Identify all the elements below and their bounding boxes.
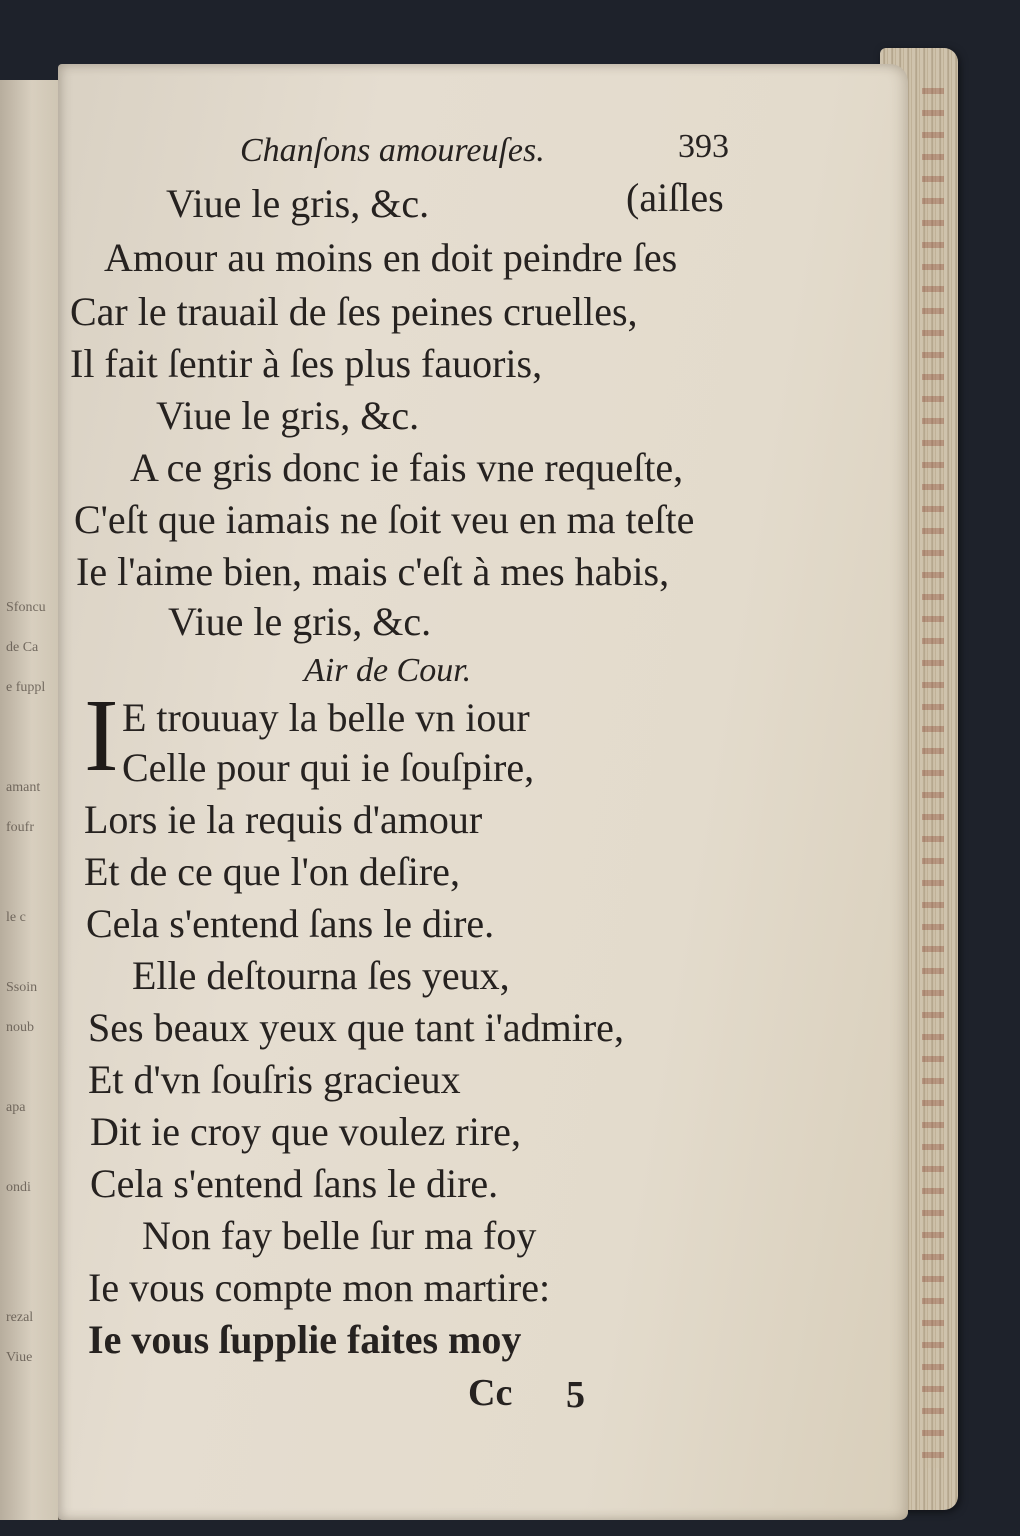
verse-line: Et de ce que l'on deſire, bbox=[84, 849, 460, 894]
facing-page-fragment: e fuppl bbox=[6, 680, 46, 695]
facing-page-fragment: apa bbox=[6, 1100, 26, 1115]
verse-line: Il fait ſentir à ſes plus fauoris, bbox=[70, 341, 543, 386]
facing-page-fragment: noub bbox=[6, 1020, 34, 1035]
drop-cap: I bbox=[84, 678, 119, 793]
verse-line: E trouuay la belle vn iour bbox=[122, 695, 530, 740]
verse-line: Ie vous compte mon martire: bbox=[88, 1265, 551, 1310]
section-title: Air de Cour. bbox=[304, 652, 472, 689]
verse-line: Non fay belle ſur ma foy bbox=[142, 1213, 537, 1258]
fore-edge-stain bbox=[922, 88, 944, 1468]
catchword: 5 bbox=[566, 1374, 585, 1416]
verse-line: Dit ie croy que voulez rire, bbox=[90, 1109, 521, 1154]
facing-page-fragment: le c bbox=[6, 910, 26, 925]
verse-line: Viue le gris, &c. bbox=[168, 599, 432, 644]
verse-line: A ce gris donc ie fais vne requeſte, bbox=[130, 445, 684, 490]
signature-mark: Cc bbox=[468, 1372, 513, 1414]
verse-line: Viue le gris, &c. bbox=[166, 181, 430, 226]
verse-line: Amour au moins en doit peindre ſes bbox=[104, 235, 678, 280]
verse-line: C'eſt que iamais ne ſoit veu en ma teſte bbox=[74, 497, 695, 542]
verse-line: Ie l'aime bien, mais c'eſt à mes habis, bbox=[76, 549, 670, 594]
facing-page-edge bbox=[0, 80, 60, 1520]
facing-page-fragment: de Ca bbox=[6, 640, 39, 655]
verse-line: Ie vous ſupplie faites moy bbox=[88, 1317, 522, 1362]
verse-line-turnover: (aiſles bbox=[626, 175, 724, 220]
facing-page-fragment: amant bbox=[6, 780, 41, 795]
verse-line: Lors ie la requis d'amour bbox=[84, 797, 483, 842]
verse-line: Cela s'entend ſans le dire. bbox=[86, 901, 495, 946]
facing-page-fragment: ondi bbox=[6, 1180, 31, 1195]
verse-line: Car le trauail de ſes peines cruelles, bbox=[70, 289, 638, 334]
page-text bbox=[58, 64, 878, 1520]
running-title: Chanſons amoureuſes. bbox=[240, 132, 545, 169]
verse-line: Celle pour qui ie ſouſpire, bbox=[122, 745, 535, 790]
verse-line: Viue le gris, &c. bbox=[156, 393, 420, 438]
facing-page-fragment: foufr bbox=[6, 820, 34, 835]
verse-line: Et d'vn ſouſris gracieux bbox=[88, 1057, 461, 1102]
verse-line: Cela s'entend ſans le dire. bbox=[90, 1161, 499, 1206]
facing-page-fragment: Ssoin bbox=[6, 980, 38, 995]
facing-page-fragment: Sfoncu bbox=[6, 600, 46, 615]
verse-line: Ses beaux yeux que tant i'admire, bbox=[88, 1005, 624, 1050]
verse-line: Elle deſtourna ſes yeux, bbox=[132, 953, 510, 998]
page-number: 393 bbox=[678, 128, 729, 165]
facing-page-fragment: Viue bbox=[6, 1350, 33, 1365]
facing-page-fragment: rezal bbox=[6, 1310, 34, 1325]
